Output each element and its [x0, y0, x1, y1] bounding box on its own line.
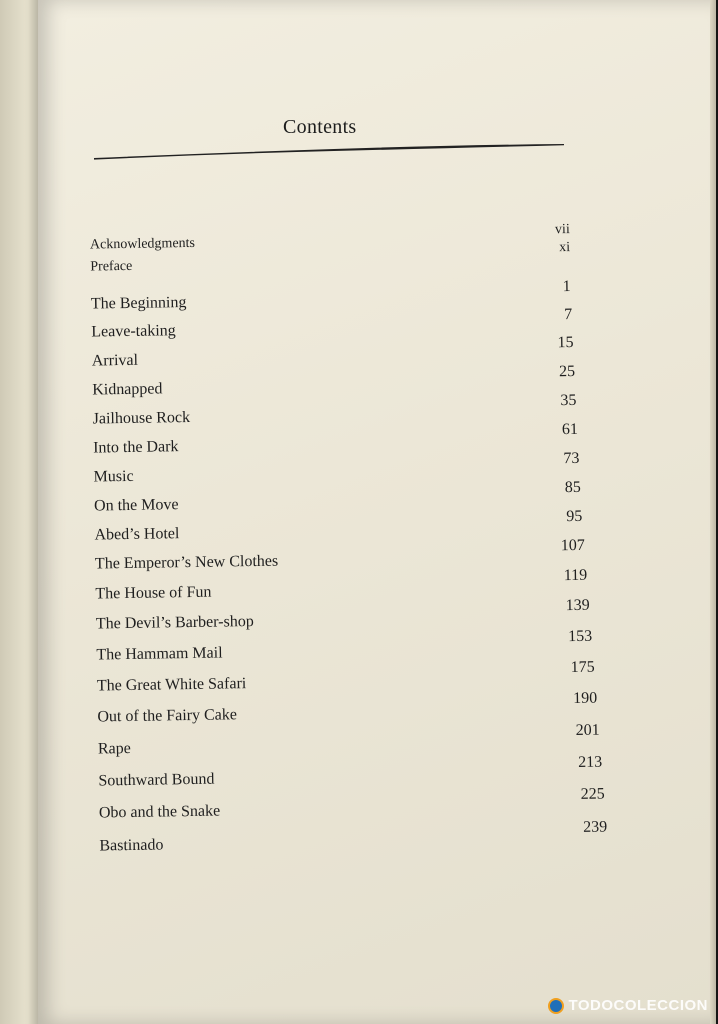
- toc-entry-title: Southward Bound: [98, 770, 215, 790]
- toc-entry-title: The Devil’s Barber-shop: [95, 613, 254, 633]
- toc-entry-page: 213: [578, 753, 603, 771]
- toc-entry-title: Arrival: [91, 351, 139, 370]
- toc-entry-page: 107: [560, 536, 585, 555]
- toc-entry-page: 201: [575, 721, 600, 739]
- watermark: [548, 997, 708, 1014]
- toc-entry-title: Music: [93, 467, 134, 486]
- toc-entry-page: 1: [562, 278, 571, 296]
- toc-entry-page: 95: [566, 507, 583, 526]
- toc-entry-title: Abed’s Hotel: [94, 525, 180, 544]
- toc-entry-page: 139: [565, 596, 590, 615]
- toc-entry-page: 225: [580, 785, 605, 803]
- toc-entry-page: 85: [564, 478, 581, 497]
- watermark-text: TODOCOLECCION: [568, 996, 708, 1014]
- toc-entry-page: 119: [563, 566, 588, 585]
- toc-entry-page: 7: [563, 305, 573, 324]
- toc-entry-page: 190: [573, 689, 598, 708]
- toc-entry-title: Jailhouse Rock: [92, 409, 191, 428]
- toc-entry-title: Leave-taking: [91, 322, 176, 341]
- toc-entry-page: 35: [560, 391, 577, 410]
- toc-entry-title: Acknowledgments: [89, 235, 196, 253]
- book-page: [38, 0, 716, 1024]
- toc-entry-title: Kidnapped: [92, 380, 163, 399]
- toc-entry-page: 61: [561, 420, 579, 439]
- toc-entry-page: vii: [554, 222, 570, 238]
- page-title: Contents: [283, 116, 357, 138]
- toc-entry-title: The Great White Safari: [96, 675, 247, 695]
- toc-entry-page: 15: [557, 333, 574, 352]
- toc-entry-page: 73: [563, 449, 580, 468]
- toc-entry-page: xi: [559, 240, 571, 256]
- toc-entry-page: 175: [570, 658, 595, 677]
- toc-entry-title: The Emperor’s New Clothes: [94, 552, 279, 573]
- toc-entry-title: The House of Fun: [95, 583, 212, 603]
- toc-entry-page: 153: [568, 627, 593, 646]
- toc-entry-title: On the Move: [93, 496, 179, 515]
- toc-entry-title: The Beginning: [90, 294, 187, 313]
- toc-entry-title: Obo and the Snake: [98, 802, 221, 822]
- toc-entry-page: 239: [583, 818, 608, 836]
- toc-list: [30, 0, 718, 1024]
- toc-entry-title: Preface: [90, 258, 133, 275]
- watermark-logo-icon: [548, 998, 564, 1014]
- toc-entry-title: Bastinado: [99, 836, 164, 855]
- toc-entry-page: 25: [558, 362, 576, 381]
- toc-entry-title: Rape: [97, 739, 131, 758]
- toc-entry-title: The Hammam Mail: [96, 644, 223, 664]
- toc-entry-title: Out of the Fairy Cake: [97, 706, 238, 726]
- toc-entry-title: Into the Dark: [93, 438, 179, 457]
